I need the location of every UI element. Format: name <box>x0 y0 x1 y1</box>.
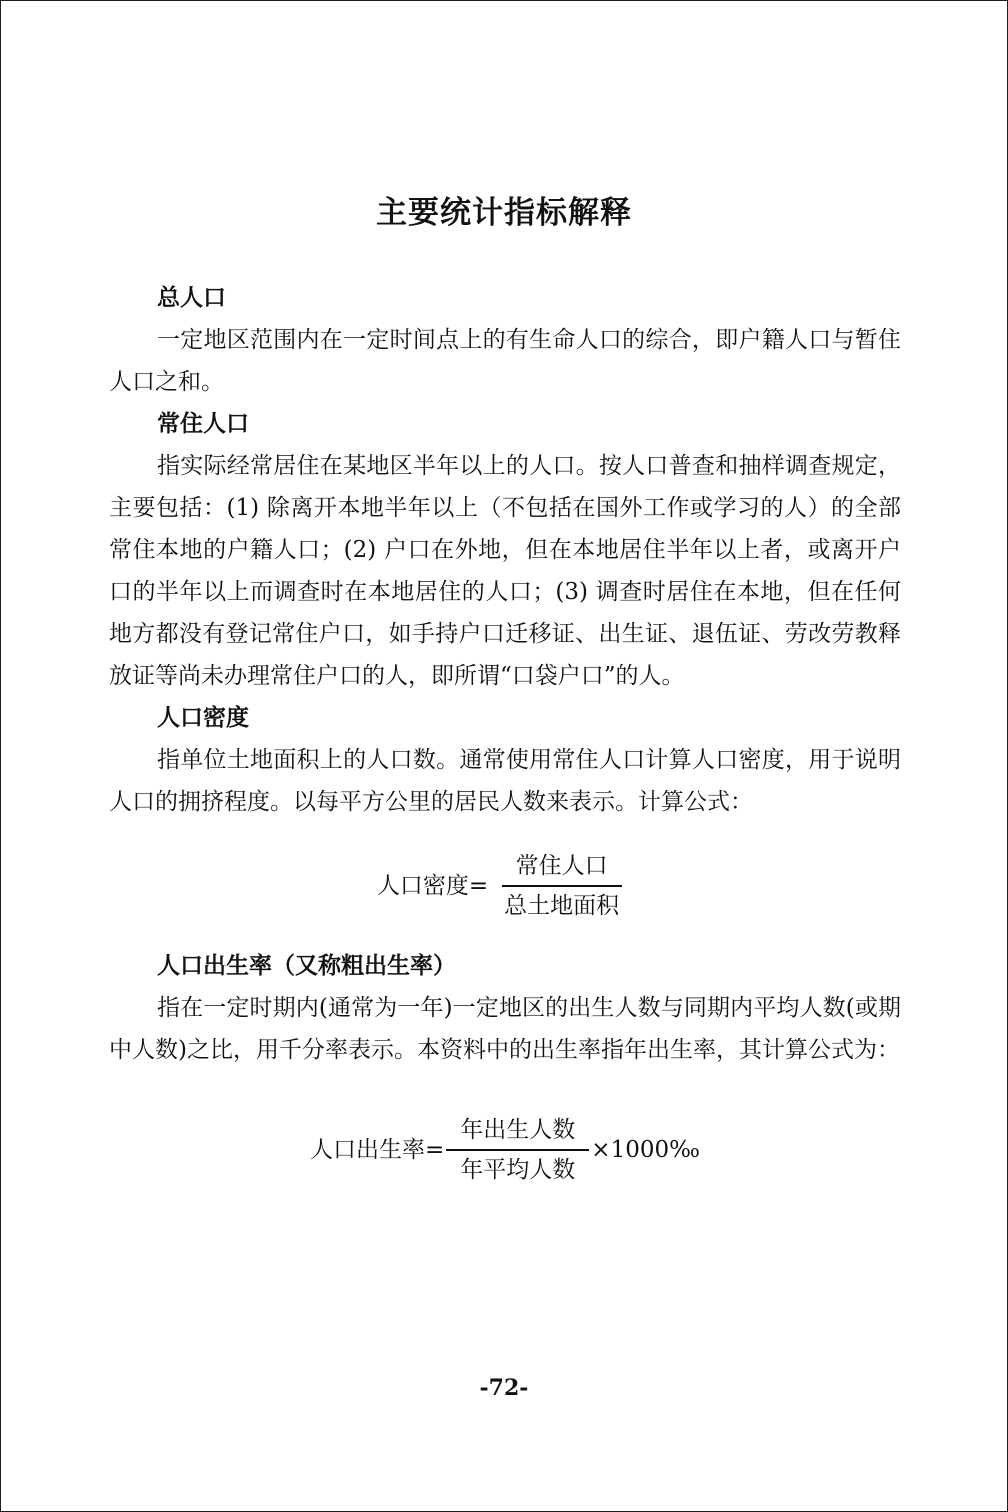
definition-total-population: 一定地区范围内在一定时间点上的有生命人口的综合，即户籍人口与暂住人口之和。 <box>109 327 901 395</box>
formula-multiplier: ×1000‰ <box>591 1137 700 1163</box>
term-resident-population: 常住人口 <box>157 411 249 437</box>
formula-denominator: 总土地面积 <box>504 893 620 919</box>
formula-lhs: 人口出生率= <box>310 1137 445 1163</box>
term-birth-rate: 人口出生率（又称粗出生率） <box>157 953 456 979</box>
definition-population-density: 指单位土地面积上的人口数。通常使用常住人口计算人口密度，用于说明人口的拥挤程度。以每平方公里的居民人数来表示。计算公式： <box>109 747 901 815</box>
formula-numerator: 年出生人数 <box>446 1111 589 1151</box>
formula-denominator: 年平均人数 <box>460 1157 576 1183</box>
definition-birth-rate: 指在一定时期内(通常为一年)一定地区的出生人数与同期内平均人数(或期中人数)之比，用千分率表示。本资料中的出生率指年出生率，其计算公式为： <box>109 995 901 1063</box>
formula-birth-rate <box>109 1111 901 1189</box>
term-population-density: 人口密度 <box>157 705 249 731</box>
document-body <box>109 277 901 1189</box>
formula-numerator: 常住人口 <box>502 847 622 887</box>
definition-resident-population: 指实际经常居住在某地区半年以上的人口。按人口普查和抽样调查规定，主要包括：(1) 除离开本地半年以上（不包括在国外工作或学习的人）的全部常住本地的户籍人口；(2) 户口在外地，但在本地居住半年以上者，或离开户口的半年以上而调查时在本地居住的人口；(3) 调查时居住在本地，但在任何地方都没有登记常住户口，如手持户口迁移证、出生证、退伍证、劳改劳教释放证等尚未办理常住户口的人，即所谓“口袋户口”的人。 <box>109 453 901 689</box>
page-number: -72- <box>479 1375 529 1401</box>
page-title: 主要统计指标解释 <box>376 195 632 231</box>
formula-population-density <box>109 847 901 925</box>
formula-fraction <box>446 1111 589 1189</box>
term-total-population: 总人口 <box>157 285 226 311</box>
formula-lhs: 人口密度= <box>376 873 489 899</box>
formula-fraction <box>490 847 633 925</box>
